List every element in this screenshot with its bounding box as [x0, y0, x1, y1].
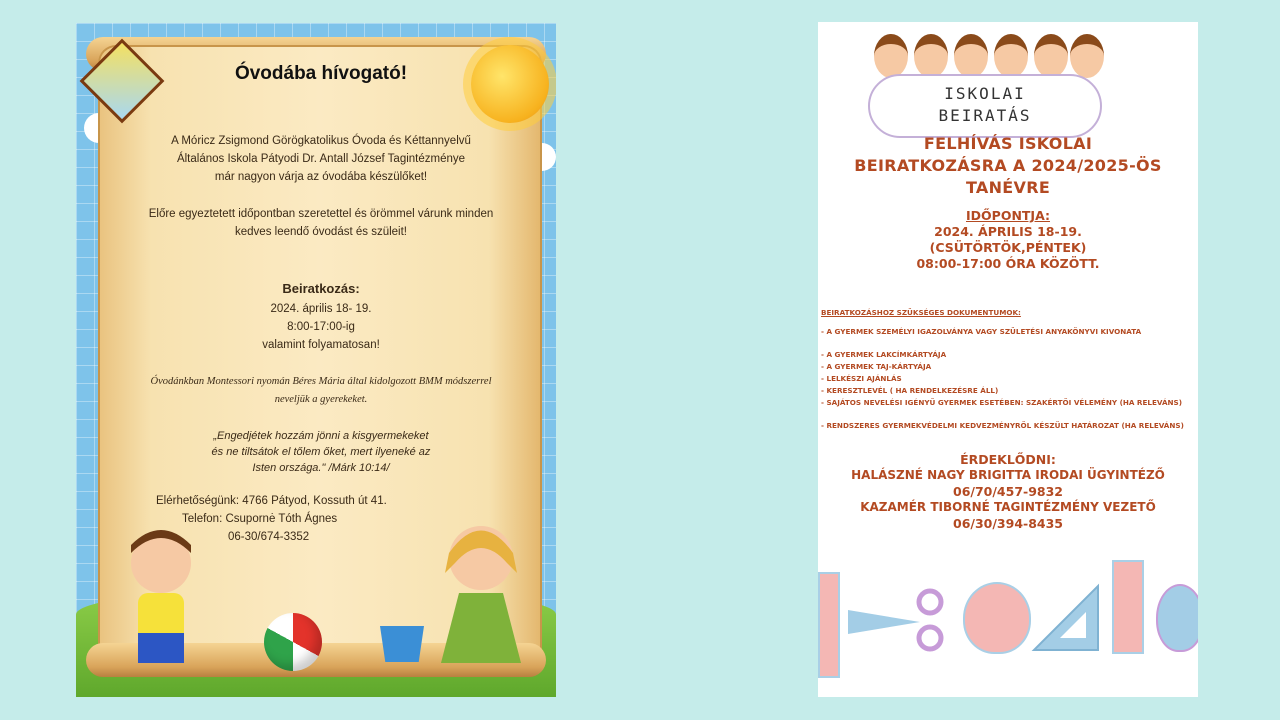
kindergarten-invitation-poster — [76, 23, 556, 697]
ruler-icon — [818, 572, 840, 678]
quote-line: Isten országa." /Márk 10:14/ — [252, 462, 390, 474]
date-line: (CSÜTÖRTÖK,PÉNTEK) — [929, 240, 1087, 255]
apple-icon — [1156, 584, 1198, 652]
quote-line: „Engedjétek hozzám jönni a kisgyermekeket — [213, 430, 429, 442]
contact-line: HALÁSZNÉ NAGY BRIGITTA IRODAI ÜGYINTÉZŐ — [851, 468, 1165, 482]
girl-illustration — [431, 513, 531, 683]
document-item: - A GYERMEK SZEMÉLYI IGAZOLVÁNYA VAGY SZÜLETÉSI ANYAKÖNYVI KIVONATA — [821, 327, 1142, 336]
scissors-icon — [848, 588, 948, 652]
notice-heading-line: TANÉVRE — [965, 178, 1051, 197]
enrollment-date: 2024. április 18- 19. — [270, 303, 372, 315]
enrollment-time: 8:00-17:00-ig — [287, 321, 355, 333]
date-label: IDŐPONTJA: — [966, 208, 1050, 223]
date-line: 2024. ÁPRILIS 18-19. — [934, 224, 1082, 239]
set-square-icon — [1030, 582, 1100, 652]
document-item: - SAJÁTOS NEVELÉSI IGÉNYŰ GYERMEK ESETÉBEN: SZAKÉRTŐI VÉLEMÉNY (HA RELEVÁNS) — [821, 398, 1182, 407]
inquire-label: ÉRDEKLŐDNI: — [960, 452, 1056, 467]
intro-line: már nagyon várja az óvodába készülőket! — [214, 171, 428, 183]
method-line: neveljük a gyerekeket. — [274, 394, 368, 405]
document-item: - KERESZTLEVÉL ( HA RENDELKEZÉSRE ÁLL) — [821, 386, 999, 395]
enrollment-note: valamint folyamatosan! — [262, 339, 380, 351]
children-illustration — [874, 28, 1100, 78]
enrollment-heading: Beiratkozás: — [282, 281, 360, 296]
smiling-sun-illustration — [471, 45, 549, 123]
contact-address: Elérhetőségünk: 4766 Pátyod, Kossuth út 41. — [156, 495, 387, 507]
banner-line: BEIRATÁS — [938, 106, 1032, 125]
document-item: - RENDSZERES GYERMEKVÉDELMI KEDVEZMÉNYRŐL KÉSZÜLT HATÁROZAT (HA RELEVÁNS) — [821, 421, 1184, 430]
beach-ball-illustration — [264, 613, 322, 671]
apple-icon — [963, 582, 1031, 654]
contact-phone: 06/30/394-8435 — [953, 516, 1063, 531]
contact-phone: 06/70/457-9832 — [953, 484, 1063, 499]
poster-title: Óvodába hívogató! — [234, 63, 408, 84]
contact-phone: 06-30/674-3352 — [228, 531, 310, 543]
notice-heading-line: FELHÍVÁS ISKOLAI — [923, 134, 1093, 153]
invite-line: Előre egyeztetett időpontban szeretettel és örömmel várunk minden — [148, 208, 494, 220]
contact-line: KAZAMÉR TIBORNÉ TAGINTÉZMÉNY VEZETŐ — [860, 500, 1156, 514]
school-enrollment-poster — [818, 22, 1198, 697]
banner-line: ISKOLAI — [944, 84, 1026, 103]
document-item: - A GYERMEK TAJ-KÁRTYÁJA — [821, 362, 932, 371]
ruler-icon — [1112, 560, 1144, 654]
date-line: 08:00-17:00 ÓRA KÖZÖTT. — [916, 256, 1100, 271]
document-item: - A GYERMEK LAKCÍMKÁRTYÁJA — [821, 350, 947, 359]
intro-line: Általános Iskola Pátyodi Dr. Antall József Tagintézménye — [176, 153, 466, 165]
contact-name: Telefon: Csupornė Tóth Ágnes — [182, 513, 338, 525]
notice-heading-line: BEIRATKOZÁSRA A 2024/2025-ÖS — [854, 156, 1162, 175]
quote-line: és ne tiltsátok el tőlem őket, mert ilyeneké az — [211, 446, 431, 458]
method-line: Óvodánkban Montessori nyomán Béres Mária által kidolgozott BMM módszerrel — [150, 376, 492, 387]
invite-line: kedves leendő óvodást és szüleit! — [235, 226, 407, 238]
enrollment-banner — [868, 74, 1102, 138]
boy-illustration — [116, 523, 206, 673]
bucket-illustration — [380, 626, 424, 662]
intro-line: A Móricz Zsigmond Görögkatolikus Óvoda és Kéttannyelvű — [171, 135, 471, 147]
documents-heading: BEIRATKOZÁSHOZ SZÜKSÉGES DOKUMENTUMOK: — [821, 308, 1021, 317]
document-item: - LELKÉSZI AJÁNLÁS — [821, 374, 902, 383]
